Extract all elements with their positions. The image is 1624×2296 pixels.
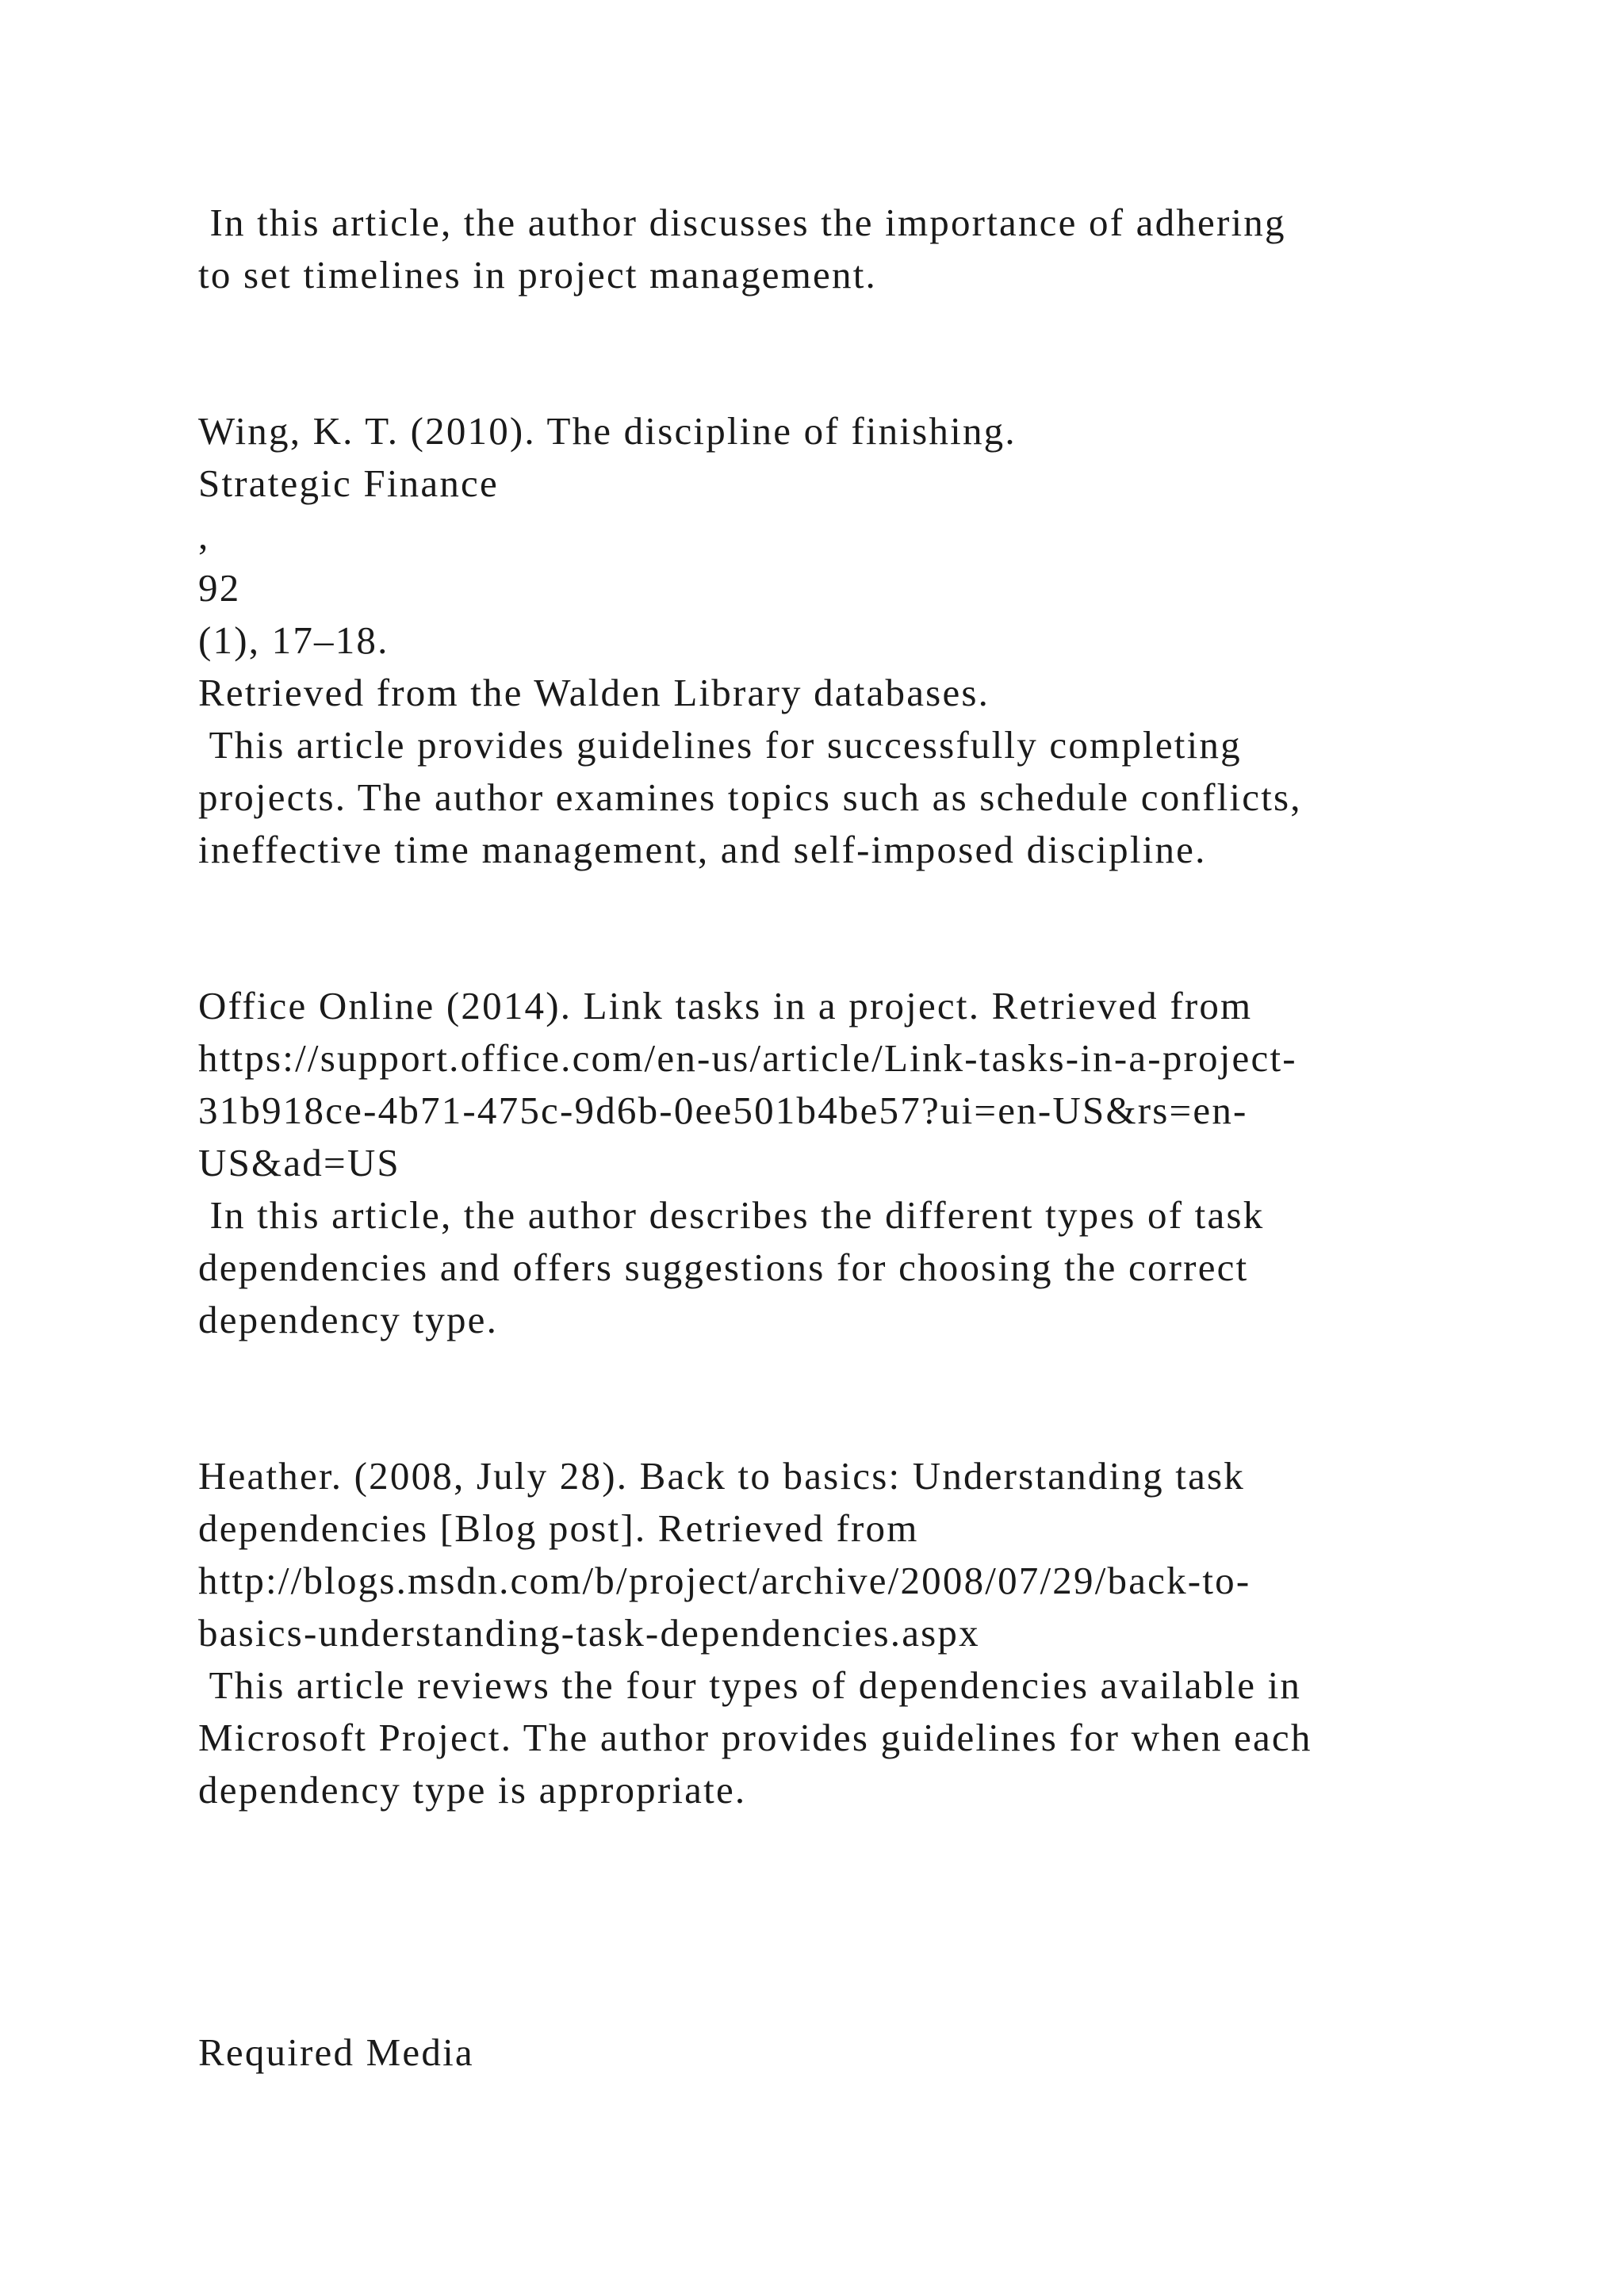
journal-issue-pages: (1), 17–18. (198, 618, 389, 662)
annotation-line: In this article, the author describes the different types of task (198, 1193, 1265, 1237)
reference-citation-line: dependencies [Blog post]. Retrieved from (198, 1506, 919, 1550)
reference-citation-line: Wing, K. T. (2010). The discipline of finishing. (198, 409, 1017, 453)
annotation-line: This article reviews the four types of dependencies available in (198, 1663, 1302, 1707)
journal-volume: 92 (198, 566, 241, 610)
reference-url-line: https://support.office.com/en-us/article/Link-tasks-in-a-project- (198, 1036, 1297, 1080)
reference-url-line: http://blogs.msdn.com/b/project/archive/2008/07/29/back-to- (198, 1559, 1251, 1602)
intro-line-1: In this article, the author discusses the importance of adhering (198, 201, 1286, 244)
annotation-line: dependency type is appropriate. (198, 1768, 747, 1812)
annotation-line: projects. The author examines topics such as schedule conflicts, (198, 775, 1302, 819)
annotation-line: This article provides guidelines for successfully completing (198, 723, 1242, 767)
reference-url-line: 31b918ce-4b71-475c-9d6b-0ee501b4be57?ui=en-US&rs=en- (198, 1089, 1248, 1132)
section-heading: Required Media (198, 2030, 474, 2074)
reference-citation-line: Heather. (2008, July 28). Back to basics: Understanding task (198, 1454, 1246, 1498)
intro-line-2: to set timelines in project management. (198, 253, 877, 297)
reference-comma: , (198, 514, 210, 557)
annotation-line: Microsoft Project. The author provides guidelines for when each (198, 1716, 1312, 1759)
journal-title: Strategic Finance (198, 461, 499, 505)
annotation-line: dependency type. (198, 1298, 499, 1341)
annotation-line: ineffective time management, and self-imposed discipline. (198, 828, 1207, 871)
reference-retrieval: Retrieved from the Walden Library databases. (198, 671, 990, 714)
reference-url-line: US&ad=US (198, 1141, 400, 1184)
reference-url-line: basics-understanding-task-dependencies.aspx (198, 1611, 980, 1655)
reference-citation-line: Office Online (2014). Link tasks in a project. Retrieved from (198, 984, 1253, 1027)
annotation-line: dependencies and offers suggestions for choosing the correct (198, 1246, 1249, 1289)
